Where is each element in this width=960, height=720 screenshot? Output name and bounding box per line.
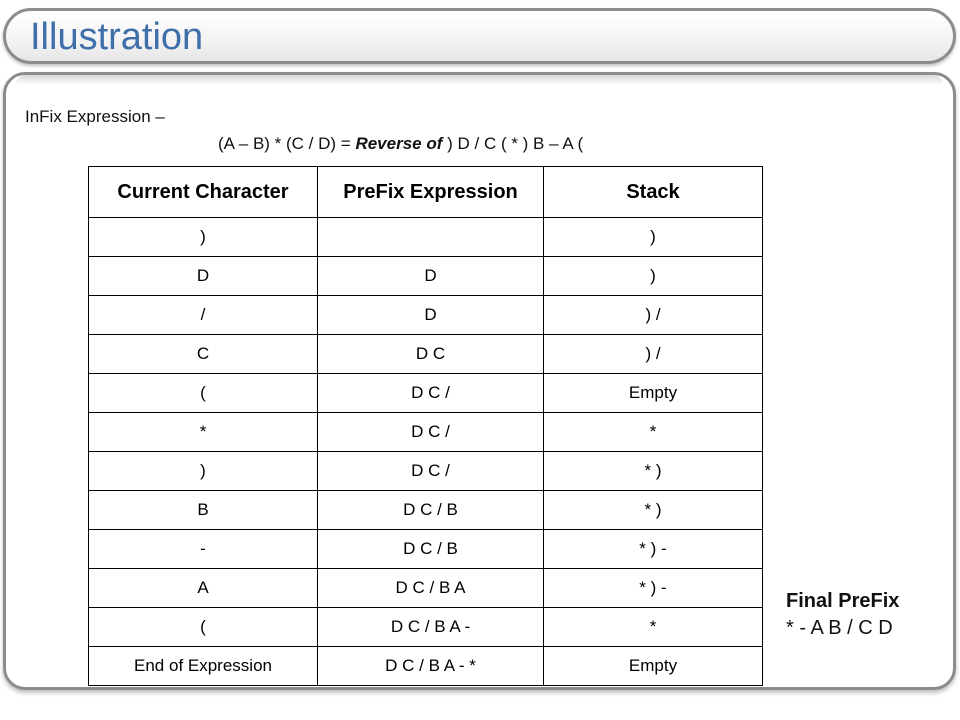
cell-current-character: ( bbox=[89, 608, 318, 647]
cell-current-character: C bbox=[89, 335, 318, 374]
cell-prefix-expression: D C / bbox=[318, 374, 544, 413]
table-row bbox=[89, 608, 763, 647]
cell-stack: * ) - bbox=[544, 530, 763, 569]
cell-current-character: - bbox=[89, 530, 318, 569]
table-row bbox=[89, 452, 763, 491]
table-row bbox=[89, 530, 763, 569]
header-prefix-expression: PreFix Expression bbox=[318, 167, 544, 218]
title-bar bbox=[3, 8, 956, 64]
cell-stack: ) bbox=[544, 257, 763, 296]
final-prefix-value: * - A B / C D bbox=[786, 617, 893, 639]
cell-prefix-expression: D bbox=[318, 257, 544, 296]
cell-stack: * ) bbox=[544, 491, 763, 530]
slide-title: Illustration bbox=[30, 16, 204, 58]
expression-line bbox=[218, 134, 583, 154]
cell-current-character: * bbox=[89, 413, 318, 452]
cell-prefix-expression: D C / bbox=[318, 452, 544, 491]
table-row bbox=[89, 257, 763, 296]
table-row bbox=[89, 218, 763, 257]
panel-top-shading bbox=[16, 75, 943, 85]
cell-current-character: D bbox=[89, 257, 318, 296]
cell-prefix-expression: D C / B A bbox=[318, 569, 544, 608]
header-current-character: Current Character bbox=[89, 167, 318, 218]
cell-current-character: B bbox=[89, 491, 318, 530]
final-prefix-title: Final PreFix bbox=[786, 590, 900, 612]
table-row bbox=[89, 335, 763, 374]
table-row bbox=[89, 413, 763, 452]
cell-stack: ) bbox=[544, 218, 763, 257]
cell-current-character: / bbox=[89, 296, 318, 335]
table-row bbox=[89, 647, 763, 686]
cell-stack: * bbox=[544, 608, 763, 647]
cell-prefix-expression: D C / B A - * bbox=[318, 647, 544, 686]
cell-current-character: ) bbox=[89, 218, 318, 257]
cell-stack: Empty bbox=[544, 647, 763, 686]
cell-prefix-expression: D C / B bbox=[318, 491, 544, 530]
cell-current-character: A bbox=[89, 569, 318, 608]
cell-stack: ) / bbox=[544, 335, 763, 374]
cell-stack: * ) bbox=[544, 452, 763, 491]
infix-label: InFix Expression – bbox=[25, 107, 165, 126]
header-stack: Stack bbox=[544, 167, 763, 218]
cell-prefix-expression: D C / B A - bbox=[318, 608, 544, 647]
table-row bbox=[89, 374, 763, 413]
table-row bbox=[89, 569, 763, 608]
cell-stack: Empty bbox=[544, 374, 763, 413]
cell-stack: * bbox=[544, 413, 763, 452]
table-row bbox=[89, 491, 763, 530]
cell-prefix-expression: D bbox=[318, 296, 544, 335]
conversion-table bbox=[88, 166, 763, 686]
cell-prefix-expression: D C bbox=[318, 335, 544, 374]
cell-stack: * ) - bbox=[544, 569, 763, 608]
final-prefix-block bbox=[786, 588, 899, 642]
cell-current-character: ( bbox=[89, 374, 318, 413]
cell-prefix-expression bbox=[318, 218, 544, 257]
table-row bbox=[89, 296, 763, 335]
cell-prefix-expression: D C / B bbox=[318, 530, 544, 569]
cell-prefix-expression: D C / bbox=[318, 413, 544, 452]
cell-stack: ) / bbox=[544, 296, 763, 335]
expression-emphasis: Reverse of bbox=[355, 134, 443, 153]
expression-right: ) D / C ( * ) B – A ( bbox=[442, 134, 584, 153]
cell-current-character: ) bbox=[89, 452, 318, 491]
cell-current-character: End of Expression bbox=[89, 647, 318, 686]
table-header-row bbox=[89, 167, 763, 218]
expression-left: (A – B) * (C / D) = bbox=[218, 134, 356, 153]
